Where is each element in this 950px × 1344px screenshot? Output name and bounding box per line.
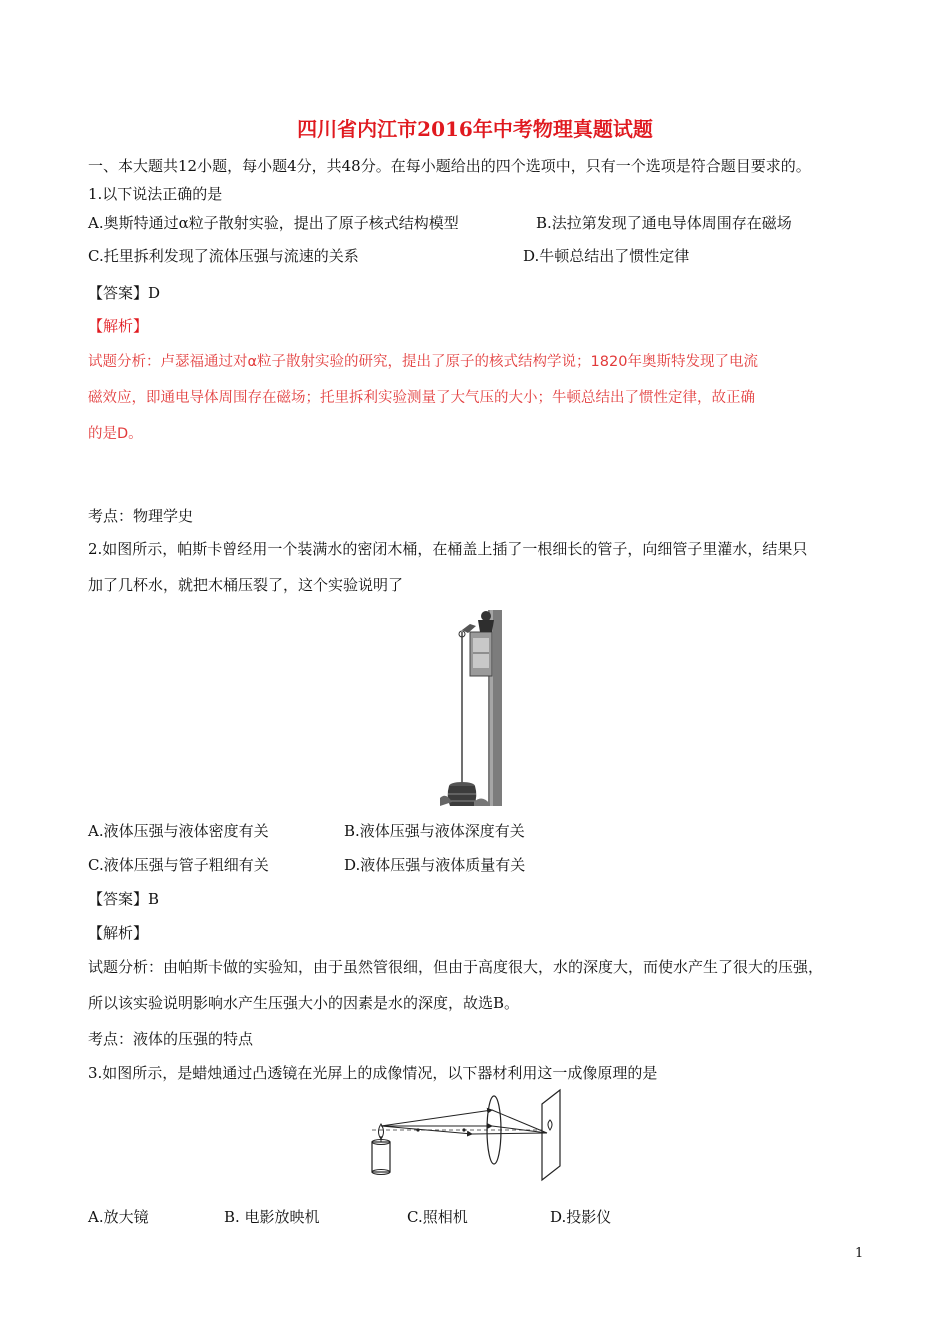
question-1-stem: 1.以下说法正确的是	[88, 185, 223, 203]
question-2-kaodian: 考点：液体的压强的特点	[88, 1030, 254, 1048]
page-title: 四川省内江市2016年中考物理真题试题	[297, 117, 653, 141]
page-number: 1	[855, 1246, 864, 1261]
question-2-analysis-line-2: 所以该实验说明影响水产生压强大小的因素是水的深度，故选B。	[88, 994, 520, 1012]
question-2-analysis-label: 【解析】	[88, 924, 149, 942]
question-3-option-a: A.放大镜	[88, 1208, 149, 1226]
question-3-option-b: B. 电影放映机	[224, 1208, 320, 1226]
question-1-analysis-line-2: 磁效应，即通电导体周围存在磁场；托里拆利实验测量了大气压的大小；牛顿总结出了惯性定律，故正确	[88, 390, 755, 406]
question-2-stem-line-2: 加了几杯水，就把木桶压裂了，这个实验说明了	[88, 576, 404, 594]
question-2-analysis-line-1: 试题分析：由帕斯卡做的实验知，由于虽然管很细，但由于高度很大，水的深度大，而使水产生了很大的压强，	[88, 958, 824, 976]
question-2-option-d: D.液体压强与液体质量有关	[344, 856, 526, 874]
section-header: 一、本大题共12小题，每小题4分，共48分。在每小题给出的四个选项中，只有一个选项是符合题目要求的。	[88, 157, 811, 175]
question-2-stem-line-1: 2.如图所示，帕斯卡曾经用一个装满水的密闭木桶，在桶盖上插了一根细长的管子，向细管子里灌水，结果只	[88, 540, 808, 558]
pascal-barrel-figure	[440, 606, 510, 808]
question-1-answer: 【答案】D	[88, 284, 161, 302]
question-2-answer: 【答案】B	[88, 890, 160, 908]
convex-lens-imaging-figure	[362, 1086, 584, 1182]
question-1-kaodian: 考点：物理学史	[88, 507, 194, 525]
question-1-analysis-line-1: 试题分析：卢瑟福通过对α粒子散射实验的研究，提出了原子的核式结构学说；1820年奥斯特发现了电流	[88, 354, 758, 370]
question-1-option-a: A.奥斯特通过α粒子散射实验，提出了原子核式结构模型	[88, 214, 459, 232]
question-2-option-a: A.液体压强与液体密度有关	[88, 822, 269, 840]
question-2-option-c: C.液体压强与管子粗细有关	[88, 856, 269, 874]
question-1-analysis-label: 【解析】	[88, 317, 149, 335]
question-2-option-b: B.液体压强与液体深度有关	[344, 822, 525, 840]
question-3-stem: 3.如图所示，是蜡烛通过凸透镜在光屏上的成像情况，以下器材利用这一成像原理的是	[88, 1064, 658, 1082]
question-1-option-b: B.法拉第发现了通电导体周围存在磁场	[536, 214, 792, 232]
question-1-option-c: C.托里拆利发现了流体压强与流速的关系	[88, 247, 359, 265]
question-1-analysis-line-3: 的是D。	[88, 426, 143, 442]
question-3-option-d: D.投影仪	[550, 1208, 612, 1226]
question-3-option-c: C.照相机	[407, 1208, 468, 1226]
question-1-option-d: D.牛顿总结出了惯性定律	[523, 247, 690, 265]
